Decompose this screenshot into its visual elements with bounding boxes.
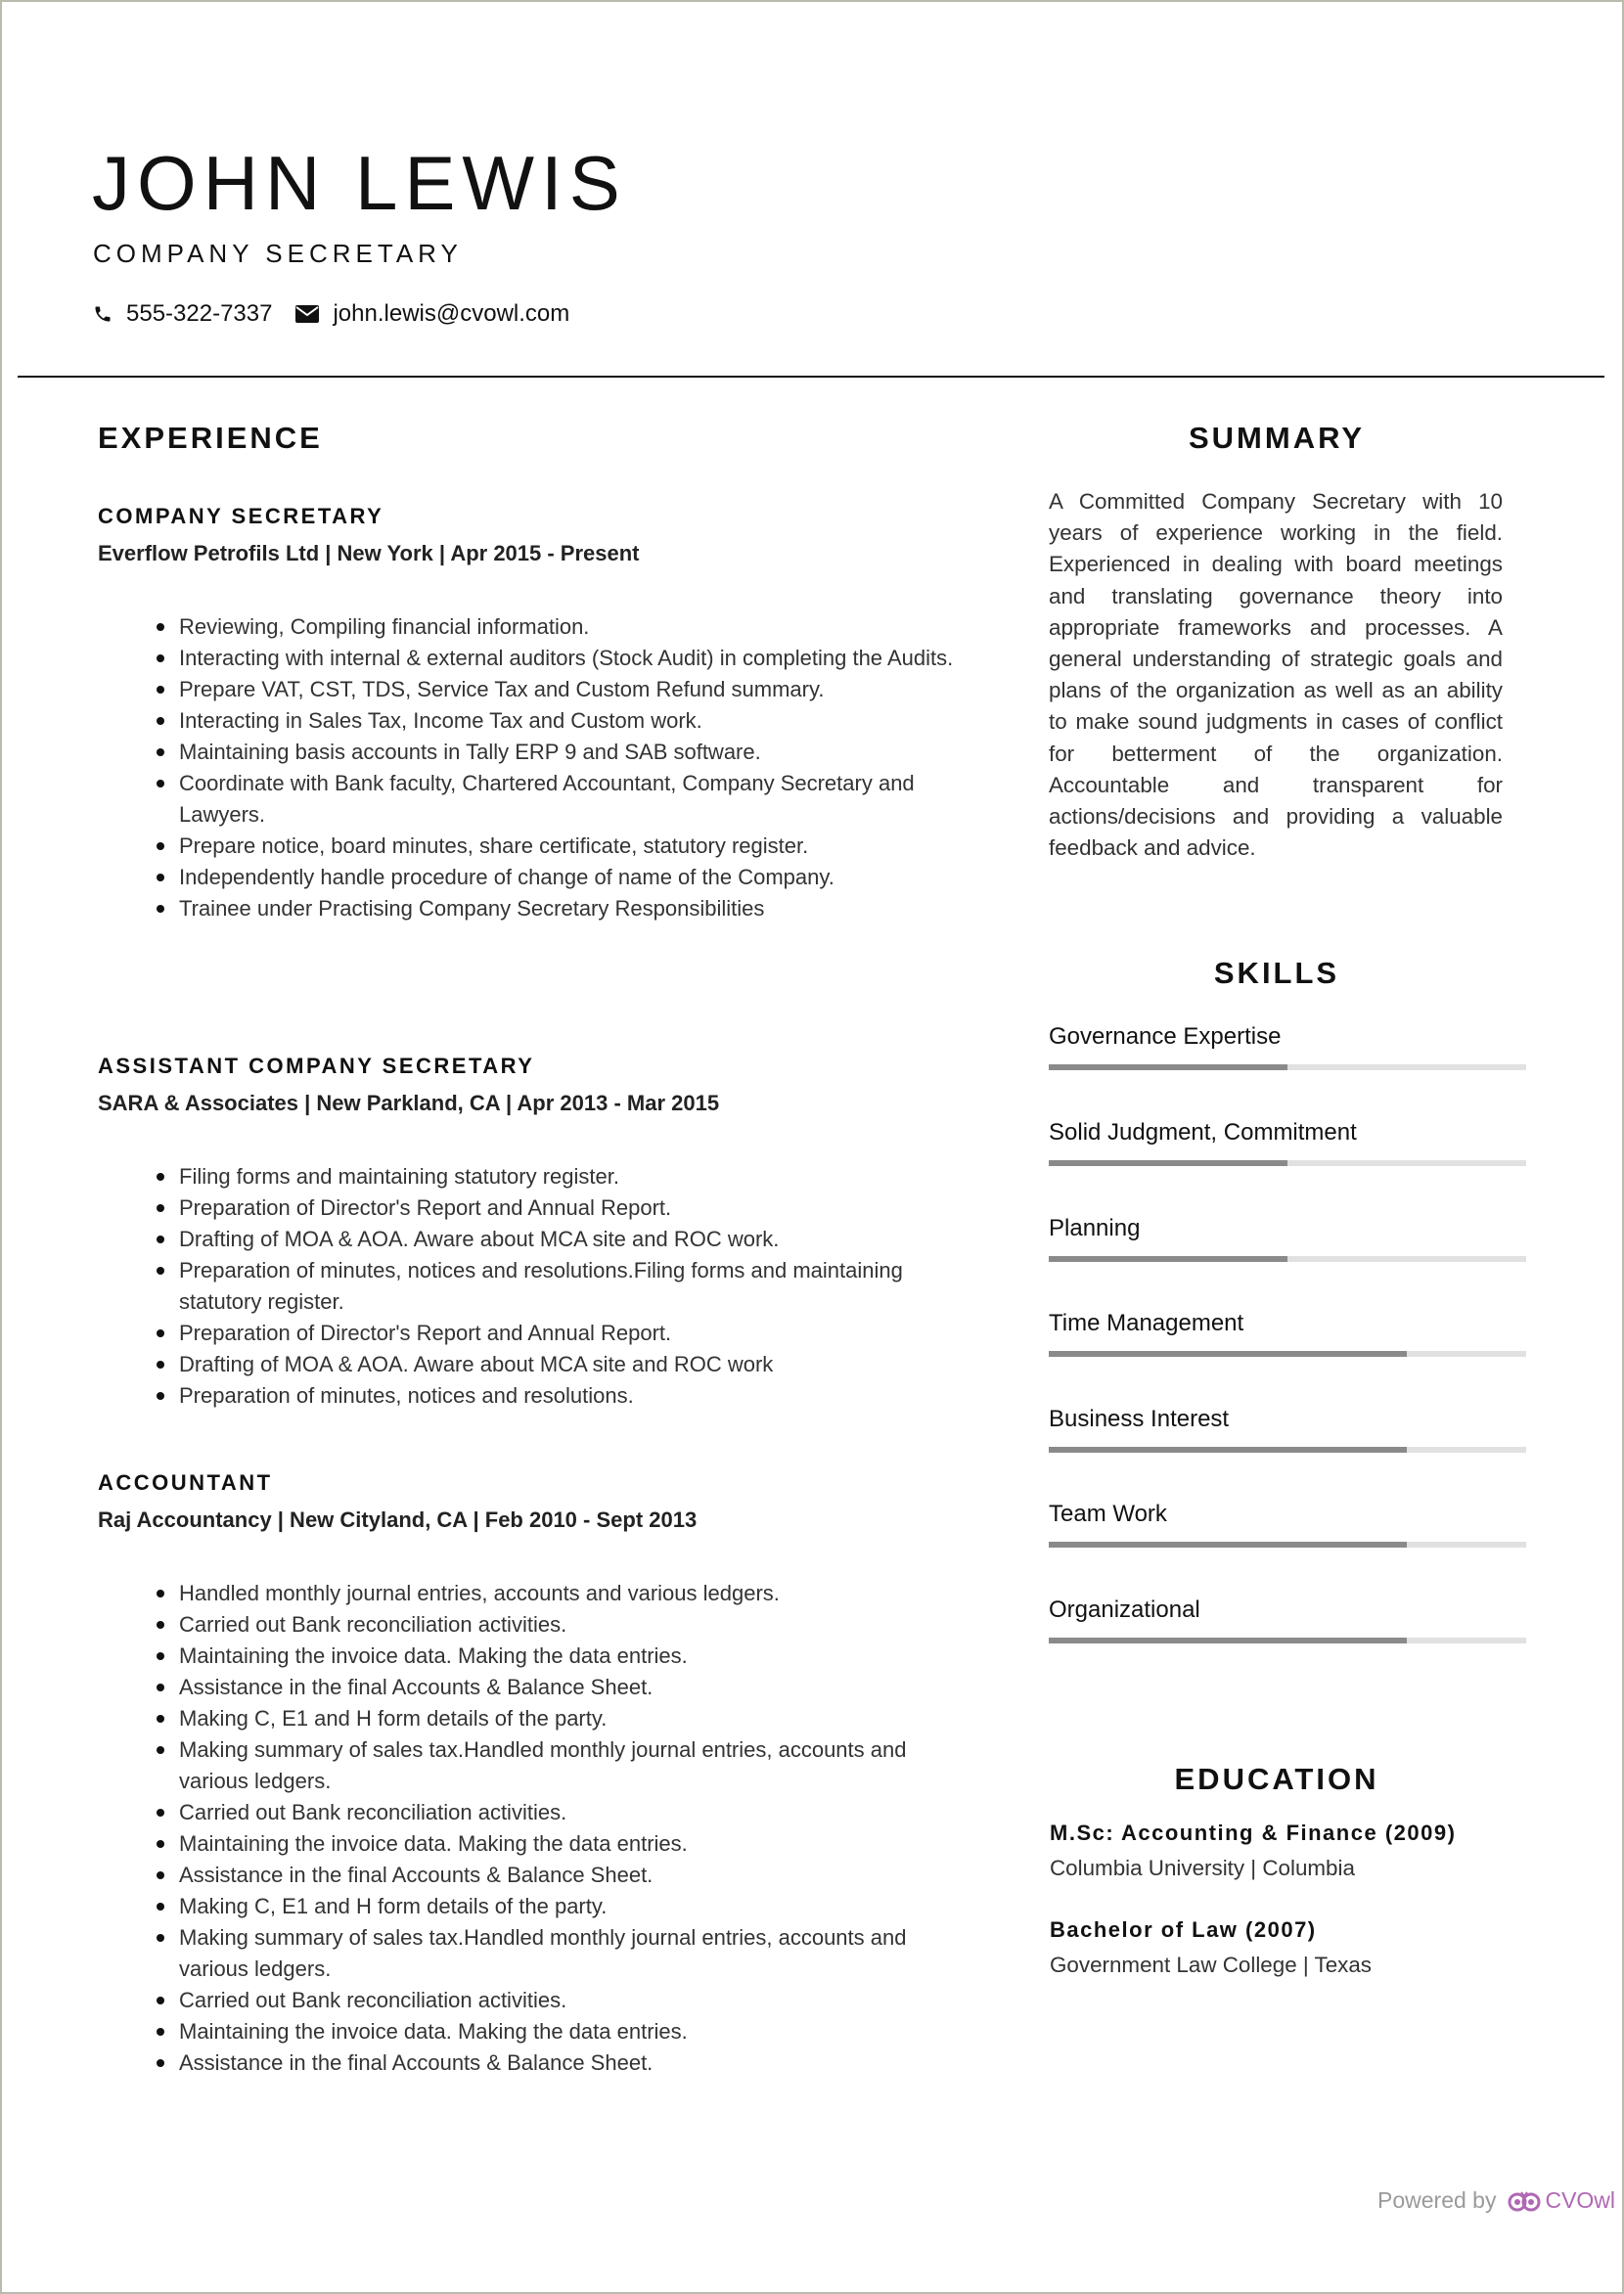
skill-bar [1049, 1064, 1526, 1070]
job-meta: SARA & Associates | New Parkland, CA | Apr 2013 - Mar 2015 [98, 1091, 720, 1115]
skill-name: Solid Judgment, Commitment [1049, 1119, 1357, 1146]
skill-name: Governance Expertise [1049, 1023, 1282, 1050]
skill-bar-fill [1049, 1160, 1287, 1166]
job-entry [98, 1468, 959, 2079]
skill-item [1049, 1117, 1526, 1166]
education-item [1050, 1915, 1372, 1980]
bullet-item: Preparation of minutes, notices and resolutions. [179, 1380, 962, 1412]
bullet-item: Assistance in the final Accounts & Balance Sheet. [179, 2047, 962, 2079]
bullet-item: Handled monthly journal entries, accounts and various ledgers. [179, 1578, 962, 1609]
bullet-item: Making C, E1 and H form details of the party. [179, 1891, 962, 1922]
skill-bar-fill [1049, 1064, 1287, 1070]
bullet-item: Maintaining basis accounts in Tally ERP 9 and SAB software. [179, 737, 962, 768]
job-meta: Everflow Petrofils Ltd | New York | Apr 2015 - Present [98, 541, 640, 565]
skill-bar-fill [1049, 1256, 1287, 1262]
edu-school: Government Law College | Texas [1050, 1953, 1372, 1977]
envelope-icon [295, 305, 319, 323]
bullet-item: Trainee under Practising Company Secretary Responsibilities [179, 893, 962, 924]
bullet-item: Assistance in the final Accounts & Balance Sheet. [179, 1672, 962, 1703]
skill-bar [1049, 1351, 1526, 1357]
bullet-item: Interacting with internal & external auditors (Stock Audit) in completing the Audits. [179, 643, 962, 674]
bullet-item: Interacting in Sales Tax, Income Tax and Custom work. [179, 705, 962, 737]
phone-icon [93, 304, 113, 324]
job-title: ASSISTANT COMPANY SECRETARY [98, 1054, 535, 1078]
email-address[interactable]: john.lewis@cvowl.com [333, 300, 570, 327]
bullet-item: Making summary of sales tax.Handled monthly journal entries, accounts and various ledgers. [179, 1922, 962, 1985]
header-divider [18, 376, 1604, 378]
powered-by[interactable] [1377, 2187, 1615, 2214]
skill-name: Organizational [1049, 1597, 1200, 1623]
bullet-item: Assistance in the final Accounts & Balance Sheet. [179, 1860, 962, 1891]
education-item [1050, 1819, 1456, 1883]
bullet-item: Maintaining the invoice data. Making the data entries. [179, 1641, 962, 1672]
edu-degree: Bachelor of Law (2007) [1050, 1917, 1317, 1942]
skill-name: Time Management [1049, 1310, 1244, 1336]
job-bullets [98, 611, 959, 924]
skill-bar [1049, 1638, 1526, 1643]
bullet-item: Carried out Bank reconciliation activities. [179, 1797, 962, 1828]
contact-bar [93, 300, 593, 328]
bullet-item: Preparation of minutes, notices and resolutions.Filing forms and maintaining statutory register. [179, 1255, 962, 1318]
skill-bar [1049, 1160, 1526, 1166]
edu-school: Columbia University | Columbia [1050, 1856, 1355, 1880]
bullet-item: Preparation of Director's Report and Annual Report. [179, 1192, 962, 1224]
job-meta: Raj Accountancy | New Cityland, CA | Feb 2010 - Sept 2013 [98, 1507, 698, 1532]
skill-bar [1049, 1256, 1526, 1262]
phone-number: 555-322-7337 [126, 300, 273, 327]
bullet-item: Making C, E1 and H form details of the party. [179, 1703, 962, 1734]
skill-item [1049, 1021, 1526, 1070]
skill-name: Planning [1049, 1215, 1141, 1241]
edu-degree: M.Sc: Accounting & Finance (2009) [1050, 1821, 1457, 1845]
owl-icon [1508, 2189, 1541, 2213]
bullet-item: Reviewing, Compiling financial information. [179, 611, 962, 643]
summary-heading: SUMMARY [1188, 421, 1365, 455]
bullet-item: Making summary of sales tax.Handled monthly journal entries, accounts and various ledgers. [179, 1734, 962, 1797]
skill-name: Team Work [1049, 1501, 1167, 1527]
phone-contact [93, 300, 272, 328]
summary-text: A Committed Company Secretary with 10 years of experience working in the field. Experienced in dealing with board meetings and translating governance theory into appropriate frameworks and processes. A general understanding of strategic goals and plans of the organization as well as an ability to make sound judgments in cases of conflict for betterment of the organization. Accountable and transparent for actions/decisions and providing a valuable feedback and advice. [1049, 489, 1503, 861]
skill-bar-fill [1049, 1638, 1407, 1643]
job-title: COMPANY SECRETARY [98, 504, 384, 528]
bullet-item: Preparation of Director's Report and Annual Report. [179, 1318, 962, 1349]
bullet-item: Prepare VAT, CST, TDS, Service Tax and Custom Refund summary. [179, 674, 962, 705]
bullet-item: Drafting of MOA & AOA. Aware about MCA site and ROC work [179, 1349, 962, 1380]
bullet-item: Prepare notice, board minutes, share certificate, statutory register. [179, 831, 962, 862]
skill-item [1049, 1595, 1526, 1643]
skill-item [1049, 1404, 1526, 1453]
powered-by-label: Powered by [1377, 2187, 1497, 2213]
candidate-title: COMPANY SECRETARY [93, 239, 463, 268]
job-entry [98, 1052, 959, 1412]
bullet-item: Coordinate with Bank faculty, Chartered Accountant, Company Secretary and Lawyers. [179, 768, 962, 831]
job-bullets [98, 1578, 959, 2079]
skill-name: Business Interest [1049, 1406, 1230, 1432]
cvowl-logo[interactable] [1508, 2187, 1615, 2214]
experience-heading: EXPERIENCE [98, 421, 323, 455]
candidate-name: JOHN LEWIS [92, 140, 627, 226]
bullet-item: Drafting of MOA & AOA. Aware about MCA site and ROC work. [179, 1224, 962, 1255]
bullet-item: Maintaining the invoice data. Making the data entries. [179, 2016, 962, 2047]
bullet-item: Carried out Bank reconciliation activities. [179, 1609, 962, 1641]
email-contact [295, 300, 569, 328]
bullet-item: Carried out Bank reconciliation activities. [179, 1985, 962, 2016]
skill-bar-fill [1049, 1351, 1407, 1357]
bullet-item: Independently handle procedure of change of name of the Company. [179, 862, 962, 893]
skill-bar [1049, 1542, 1526, 1548]
education-heading: EDUCATION [1174, 1762, 1379, 1796]
skill-bar [1049, 1447, 1526, 1453]
bullet-item: Maintaining the invoice data. Making the data entries. [179, 1828, 962, 1860]
skill-item [1049, 1213, 1526, 1262]
job-title: ACCOUNTANT [98, 1470, 273, 1495]
skill-item [1049, 1308, 1526, 1357]
skill-bar-fill [1049, 1447, 1407, 1453]
skills-heading: SKILLS [1213, 956, 1340, 990]
job-bullets [98, 1161, 959, 1412]
brand-name: CVOwl [1545, 2187, 1616, 2213]
job-entry [98, 502, 959, 924]
skill-bar-fill [1049, 1542, 1407, 1548]
bullet-item: Filing forms and maintaining statutory register. [179, 1161, 962, 1192]
skill-item [1049, 1499, 1526, 1548]
